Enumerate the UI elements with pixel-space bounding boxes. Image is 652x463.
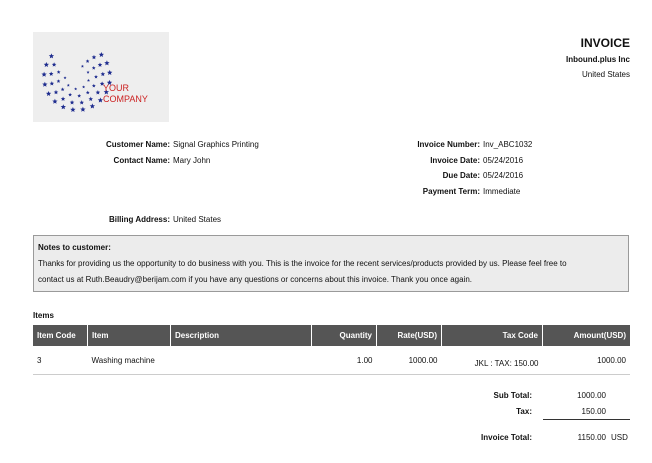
due-date: 05/24/2016 [483, 171, 524, 180]
logo-star [99, 52, 104, 57]
logo-star [92, 84, 96, 88]
customer-name: Signal Graphics Printing [173, 140, 259, 149]
items-header-row [33, 325, 630, 346]
logo-star [94, 75, 98, 79]
company-logo [33, 32, 169, 122]
cell-amount: 1000.00 [543, 346, 631, 375]
logo-star [86, 91, 90, 95]
logo-star [57, 70, 61, 74]
logo-star [86, 59, 90, 63]
logo-star [61, 97, 66, 101]
invoice-number-label: Invoice Number: [417, 140, 480, 149]
logo-star [107, 70, 112, 75]
logo-star [42, 82, 47, 87]
cell-rate: 1000.00 [377, 346, 442, 375]
logo-star [41, 72, 46, 77]
col-quantity: Quantity [312, 325, 377, 346]
col-description: Description [171, 325, 312, 346]
contact-name-label: Contact Name: [113, 156, 170, 165]
logo-star [74, 87, 77, 90]
logo-star [79, 100, 84, 104]
col-item: Item [88, 325, 171, 346]
totals-divider [543, 419, 630, 420]
logo-star [61, 87, 65, 91]
logo-star [101, 72, 106, 76]
logo-star [46, 91, 51, 96]
subtotal-value: 1000.00 [577, 391, 606, 400]
logo-star [57, 79, 61, 83]
logo-star [54, 90, 59, 94]
billing-address-label: Billing Address: [108, 215, 170, 224]
logo-star [96, 90, 101, 94]
logo-star [92, 66, 96, 70]
notes-line-1: Thanks for providing us the opportunity to do business with you. This is the invoice for the recent services/products provided by us. Please feel free to [38, 259, 567, 268]
logo-star [52, 62, 57, 66]
invoice-total-currency: USD [611, 433, 628, 442]
logo-star [82, 85, 85, 88]
logo-star [70, 107, 75, 112]
col-tax-code: Tax Code [442, 325, 543, 346]
logo-star [81, 65, 84, 68]
logo-star [98, 62, 103, 66]
invoice-date-label: Invoice Date: [430, 156, 480, 165]
invoice-title: INVOICE [580, 36, 630, 50]
cell-item-code: 3 [33, 346, 88, 375]
invoice-total-label: Invoice Total: [481, 433, 532, 442]
payment-term: Immediate [483, 187, 521, 196]
company-country: United States [581, 70, 630, 79]
subtotal-label: Sub Total: [493, 391, 532, 400]
logo-star [87, 79, 90, 82]
col-rate: Rate(USD) [377, 325, 442, 346]
logo-star [68, 93, 72, 97]
tax-label: Tax: [516, 407, 532, 416]
cell-description [171, 346, 312, 375]
logo-star [49, 53, 54, 58]
items-title: Items [33, 311, 54, 320]
logo-star [50, 81, 55, 85]
due-date-label: Due Date: [442, 171, 480, 180]
logo-star [90, 103, 95, 108]
logo-star [67, 84, 70, 87]
logo-star [87, 71, 90, 74]
logo-text-line1: YOUR [103, 83, 130, 93]
invoice-number: Inv_ABC1032 [483, 140, 533, 149]
cell-quantity: 1.00 [312, 346, 377, 375]
logo-text-line2: COMPANY [103, 94, 148, 104]
contact-name: Mary John [173, 156, 211, 165]
billing-address: United States [173, 215, 222, 224]
logo-star [52, 99, 57, 104]
company-name: Inbound.plus Inc [566, 55, 630, 64]
invoice-total-value: 1150.00 [577, 433, 606, 442]
logo-star [77, 94, 81, 98]
logo-star [80, 107, 85, 112]
table-row [33, 346, 630, 375]
col-amount: Amount(USD) [543, 325, 631, 346]
logo-star [104, 60, 109, 65]
notes-box [33, 235, 629, 292]
col-item-code: Item Code [33, 325, 88, 346]
cell-item: Washing machine [88, 346, 171, 375]
customer-name-label: Customer Name: [105, 140, 170, 149]
tax-value: 150.00 [581, 407, 606, 416]
logo-star [92, 55, 97, 59]
logo-star [49, 72, 54, 76]
logo-star [64, 76, 67, 79]
payment-term-label: Payment Term: [422, 187, 480, 196]
logo-star [44, 62, 49, 67]
logo-star [88, 97, 93, 101]
globe-stars-icon [33, 32, 169, 122]
logo-star [70, 100, 75, 104]
invoice-date: 05/24/2016 [483, 156, 524, 165]
logo-star [61, 104, 66, 109]
notes-title: Notes to customer: [38, 243, 111, 252]
cell-tax-code: JKL : TAX: 150.00 [442, 346, 543, 375]
items-table [33, 325, 630, 375]
notes-line-2: contact us at Ruth.Beaudry@berijam.com if you have any questions or concerns about this invoice. Thank you once again. [38, 275, 472, 284]
